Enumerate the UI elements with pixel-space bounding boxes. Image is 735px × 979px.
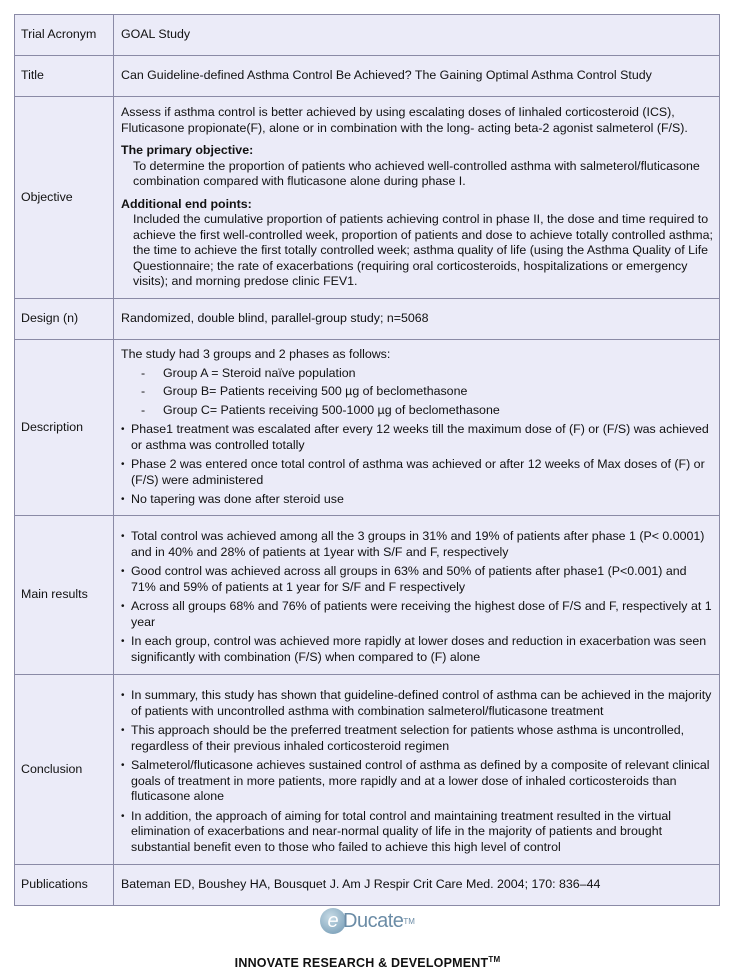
brand-tm: TM xyxy=(488,955,501,964)
additional-endpoints-text: Included the cumulative proportion of patients achieving control in phase II, the dose and time required to achieve the first well-controlled week, proportion of patients and dose to achieve totally controlled asthma; the time to achieve the first totally controlled week; asthma quality of life (using the Asthma Quality of Life Questionnaire; the rate of exacerbations (requiring oral corticosteroids, hospitalizations or emergency visits); and morning predose clinic FEV1. xyxy=(133,212,713,289)
row-title xyxy=(15,56,720,97)
label-trial-acronym: Trial Acronym xyxy=(15,15,114,56)
educate-logo-icon: e xyxy=(320,908,346,934)
list-item: • Salmeterol/fluticasone achieves sustained control of asthma as defined by a composite of relevant clinical goals of treatment in more patients, more rapidly and at a lower dose of inhaled corticosteroids than fluticasone alone xyxy=(121,758,710,803)
list-item: • No tapering was done after steroid use xyxy=(121,492,344,507)
list-item: • Phase 2 was entered once total control of asthma was achieved or after 12 weeks of Max doses of (F) or (F/S) were administered xyxy=(121,457,705,487)
list-item: • In summary, this study has shown that guideline-defined control of asthma can be achieved in the majority of patients with uncontrolled asthma with combination salmeterol/fluticasone treatment xyxy=(121,688,712,718)
row-main-results xyxy=(15,516,720,675)
row-trial-acronym xyxy=(15,15,720,56)
list-item: • This approach should be the preferred treatment selection for patients whose asthma is uncontrolled, regardless of their previous inhaled corticosteroid regimen xyxy=(121,723,685,753)
list-item: • Total control was achieved among all the 3 groups in 31% and 19% of patients after phase 1 (P< 0.0001) and in 40% and 28% of patients at 1year with S/F and F, respectively xyxy=(121,529,705,559)
primary-objective-text: To determine the proportion of patients who achieved well-controlled asthma with salmeterol/fluticasone combination compared with fluticasone alone during phase I. xyxy=(133,158,700,189)
value-conclusion xyxy=(114,675,720,865)
value-objective xyxy=(114,97,720,299)
phase-list xyxy=(121,422,713,508)
description-intro: The study had 3 groups and 2 phases as follows: xyxy=(121,347,391,362)
value-design: Randomized, double blind, parallel-group study; n=5068 xyxy=(114,299,720,340)
list-item: • In addition, the approach of aiming for total control and maintaining treatment resulted in the virtual elimination of exacerbations and near-normal quality of life in the majority of patients and brought substantial benefit even to those who failed to achieve this high level of control xyxy=(121,808,671,854)
list-item: • In each group, control was achieved more rapidly at lower doses and reduction in exacerbation was seen significantly with combination (F/S) when compared to (F) alone xyxy=(121,634,707,664)
row-design xyxy=(15,299,720,340)
educate-logo-tm: TM xyxy=(403,916,415,926)
value-publications: Bateman ED, Boushey HA, Bousquet J. Am J Respir Crit Care Med. 2004; 170: 836–44 xyxy=(114,865,720,906)
educate-logo-text: Ducate xyxy=(343,909,404,932)
educate-logo xyxy=(0,908,735,934)
label-design: Design (n) xyxy=(15,299,114,340)
row-objective xyxy=(15,97,720,299)
row-conclusion xyxy=(15,675,720,865)
value-description xyxy=(114,340,720,516)
list-item: • Phase1 treatment was escalated after every 12 weeks till the maximum dose of (F) or (F/S) was achieved or asthma was controlled totally xyxy=(121,422,709,452)
brand-tagline: INNOVATE RESEARCH & DEVELOPMENT™ xyxy=(234,955,501,971)
label-objective: Objective xyxy=(15,97,114,299)
list-item: • Across all groups 68% and 76% of patients were receiving the highest dose of F/S and F, respectively at 1 year xyxy=(121,599,712,629)
group-item: - Group B= Patients receiving 500 µg of beclomethasone xyxy=(141,384,468,399)
objective-intro: Assess if asthma control is better achieved by using escalating doses of Iinhaled corticosteroid (ICS), Fluticasone propionate(F), alone or in combination with the long- acting beta-2 agonist salmeterol (F/S). xyxy=(121,105,688,135)
value-main-results xyxy=(114,516,720,675)
group-item: - Group A = Steroid naïve population xyxy=(141,365,356,380)
row-description xyxy=(15,340,720,516)
additional-endpoints-heading: Additional end points: xyxy=(121,196,252,211)
row-publications xyxy=(15,865,720,906)
primary-objective-heading: The primary objective: xyxy=(121,143,254,158)
value-trial-acronym: GOAL Study xyxy=(114,15,720,56)
conclusion-list xyxy=(121,688,713,855)
list-item: • Good control was achieved across all groups in 63% and 50% of patients after phase1 (P<0.001) and 71% and 59% of patients at 1 year for S/F and F respectively xyxy=(121,564,687,594)
label-description: Description xyxy=(15,340,114,516)
label-main-results: Main results xyxy=(15,516,114,675)
group-list xyxy=(121,366,713,419)
label-title: Title xyxy=(15,56,114,97)
study-summary-table xyxy=(14,14,720,906)
results-list xyxy=(121,529,713,665)
group-item: - Group C= Patients receiving 500-1000 µg of beclomethasone xyxy=(141,402,500,417)
label-conclusion: Conclusion xyxy=(15,675,114,865)
value-title: Can Guideline-defined Asthma Control Be Achieved? The Gaining Optimal Asthma Control Study xyxy=(114,56,720,97)
label-publications: Publications xyxy=(15,865,114,906)
